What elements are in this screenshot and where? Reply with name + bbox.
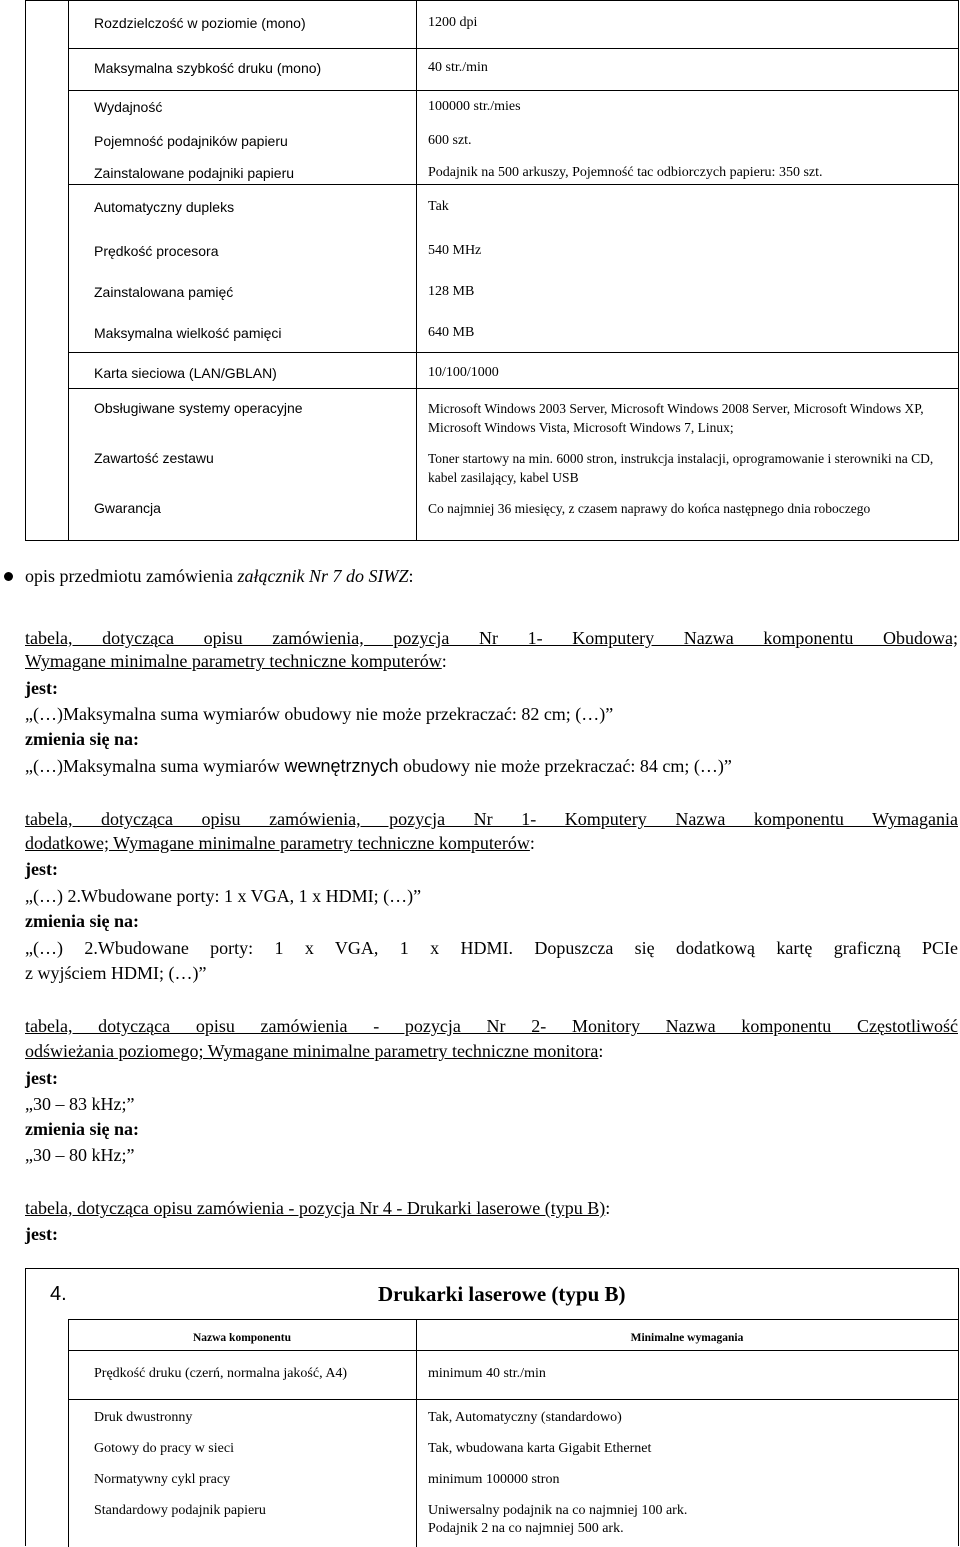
spec-value: Tak <box>428 199 449 214</box>
s1-heading-text: Wymagane minimalne parametry techniczne komputerów <box>25 651 442 671</box>
spec-value: 40 str./min <box>428 60 488 75</box>
row-label: Druk dwustronny <box>94 1410 193 1425</box>
row-label: Gotowy do pracy w sieci <box>94 1441 234 1456</box>
table-border <box>68 388 958 389</box>
s1-new-c: obudowy nie może przekraczać: 84 cm; (…)” <box>398 756 732 776</box>
spec-label: Obsługiwane systemy operacyjne <box>94 400 303 416</box>
s2-new1-b: Dopuszcza się dodatkową kartę graficzną PCIe <box>512 938 958 958</box>
zmienia-label: zmienia się na: <box>25 1119 139 1139</box>
table-border <box>68 352 958 353</box>
spec-value: 1200 dpi <box>428 15 478 30</box>
s2-heading-line2 <box>25 832 958 855</box>
table-border <box>416 1 417 540</box>
row-value: Tak, wbudowana karta Gigabit Ethernet <box>428 1441 652 1456</box>
spec-label: Pojemność podajników papieru <box>94 133 288 149</box>
s1-heading-line2 <box>25 650 958 673</box>
s2-colon: : <box>529 833 535 853</box>
s1-colon: : <box>441 651 447 671</box>
s2-heading-text: dodatkowe; Wymagane minimalne parametry techniczne komputerów <box>25 833 530 853</box>
jest-label: jest: <box>25 1224 58 1244</box>
jest-label: jest: <box>25 1068 58 1088</box>
s4-colon: : <box>605 1198 611 1218</box>
table-title: Drukarki laserowe (typu B) <box>378 1282 626 1306</box>
row-value-line2: Podajnik 2 na co najmniej 500 ark. <box>428 1521 624 1536</box>
jest-label: jest: <box>25 859 58 879</box>
s1-heading-line1: tabela, dotycząca opisu zamówienia, pozycja Nr 1- Komputery Nazwa komponentu Obudowa; <box>25 628 958 648</box>
intro-italic: załącznik Nr 7 do SIWZ <box>237 566 409 586</box>
intro-text: opis przedmiotu zamówienia <box>25 566 238 586</box>
spec-label: Rozdzielczość w poziomie (mono) <box>94 15 306 31</box>
s1-new-a: „(…)Maksymalna suma wymiarów <box>25 756 285 776</box>
s1-new-b: wewnętrznych <box>284 756 399 776</box>
table-border <box>68 1319 69 1547</box>
spec-label: Zainstalowana pamięć <box>94 284 234 300</box>
spec-label: Wydajność <box>94 99 163 115</box>
col-header-name: Nazwa komponentu <box>192 1332 292 1344</box>
row-label: Prędkość druku (czerń, normalna jakość, A4) <box>94 1366 348 1381</box>
specs-table <box>25 0 959 541</box>
table-border <box>68 1 69 540</box>
spec-value: 540 MHz <box>428 243 482 258</box>
spec-value: 10/100/1000 <box>428 365 499 380</box>
row-label: Normatywny cykl pracy <box>94 1472 231 1487</box>
s3-old-text: „30 – 83 kHz;” <box>25 1094 135 1114</box>
zmienia-label: zmienia się na: <box>25 911 139 931</box>
s3-new-text: „30 – 80 kHz;” <box>25 1145 135 1165</box>
intro-line <box>25 565 413 588</box>
spec-value: 600 szt. <box>428 133 472 148</box>
spec-label: Zainstalowane podajniki papieru <box>94 165 295 181</box>
s3-heading-text: odświeżania poziomego; Wymagane minimalne parametry techniczne monitora <box>25 1041 599 1061</box>
spec-label: Gwarancja <box>94 500 161 516</box>
row-value: Uniwersalny podajnik na co najmniej 100 ark. <box>428 1503 688 1518</box>
s2-new1-a: „(…) 2.Wbudowane porty: 1 x VGA, 1 x HDMI. <box>25 938 513 958</box>
table-number: 4. <box>50 1283 67 1305</box>
zmienia-label: zmienia się na: <box>25 729 139 749</box>
spec-value: Microsoft Windows 2003 Server, Microsoft Windows 2008 Server, Microsoft Windows XP, Microsoft Windows Vista, Microsoft Windows 7, Linux; <box>428 401 924 435</box>
table-border <box>68 90 958 91</box>
s4-heading-text: tabela, dotycząca opisu zamówienia - pozycja Nr 4 - Drukarki laserowe (typu B) <box>25 1198 606 1218</box>
spec-value: 128 MB <box>428 284 475 299</box>
s1-old-text: „(…)Maksymalna suma wymiarów obudowy nie może przekraczać: 82 cm; (…)” <box>25 704 614 724</box>
table-border <box>68 1319 958 1320</box>
s2-new-line1 <box>25 937 958 960</box>
row-value: minimum 100000 stron <box>428 1472 560 1487</box>
spec-value: Toner startowy na min. 6000 stron, instrukcja instalacji, oprogramowanie i sterowniki na CD, kabel zasilający, kabel USB <box>428 451 934 485</box>
spec-label: Prędkość procesora <box>94 243 219 259</box>
table-border <box>68 48 958 49</box>
s3-heading-line2 <box>25 1040 958 1063</box>
table-border <box>416 1319 417 1547</box>
spec-label: Zawartość zestawu <box>94 450 214 466</box>
spec-value: Podajnik na 500 arkuszy, Pojemność tac odbiorczych papieru: 350 szt. <box>428 165 823 180</box>
s2-heading-line1: tabela, dotycząca opisu zamówienia, pozycja Nr 1- Komputery Nazwa komponentu Wymagania <box>25 809 958 829</box>
col-header-requirements: Minimalne wymagania <box>630 1332 744 1344</box>
s4-heading <box>25 1197 958 1220</box>
spec-label: Maksymalna wielkość pamięci <box>94 325 282 341</box>
printer-table <box>25 1268 959 1546</box>
row-value: minimum 40 str./min <box>428 1366 546 1381</box>
s3-colon: : <box>598 1041 604 1061</box>
bullet-icon <box>4 572 13 581</box>
jest-label: jest: <box>25 678 58 698</box>
intro-colon: : <box>408 566 414 586</box>
spec-value: 100000 str./mies <box>428 99 521 114</box>
s1-new-line <box>25 755 958 778</box>
s3-heading-line1: tabela, dotycząca opisu zamówienia - pozycja Nr 2- Monitory Nazwa komponentu Częstotliwość <box>25 1016 958 1036</box>
row-label: Standardowy podajnik papieru <box>94 1503 266 1518</box>
spec-label: Maksymalna szybkość druku (mono) <box>94 60 322 76</box>
table-border <box>68 184 958 185</box>
table-border <box>68 1399 958 1400</box>
spec-value: 640 MB <box>428 325 475 340</box>
s2-new-line2: z wyjściem HDMI; (…)” <box>25 963 207 983</box>
spec-value: Co najmniej 36 miesięcy, z czasem naprawy do końca następnego dnia roboczego <box>428 501 871 516</box>
spec-label: Automatyczny dupleks <box>94 199 235 215</box>
row-value: Tak, Automatyczny (standardowo) <box>428 1410 622 1425</box>
spec-label: Karta sieciowa (LAN/GBLAN) <box>94 365 277 381</box>
table-border <box>68 1350 958 1351</box>
s2-old-text: „(…) 2.Wbudowane porty: 1 x VGA, 1 x HDMI; (…)” <box>25 886 422 906</box>
